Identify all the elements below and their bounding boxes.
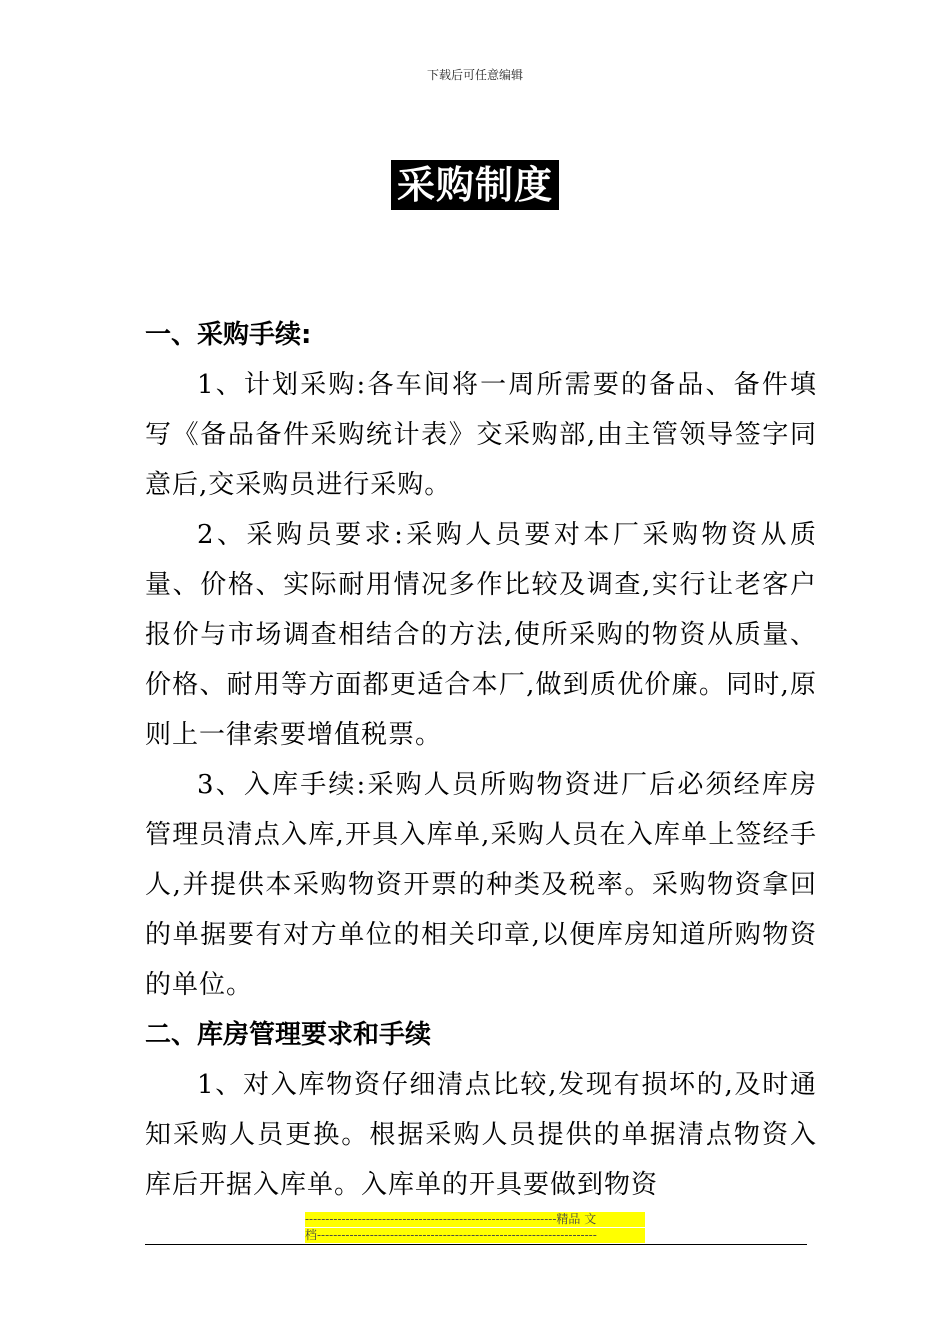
footer-watermark-line-2: 档--------------------------------------------------------------------- bbox=[305, 1228, 645, 1243]
document-body bbox=[145, 310, 817, 1210]
footer-divider bbox=[145, 1244, 807, 1245]
paragraph: 1、计划采购:各车间将一周所需要的备品、备件填写《备品备件采购统计表》交采购部,由主管领导签字同意后,交采购员进行采购。 bbox=[145, 370, 817, 500]
paragraph: 1、对入库物资仔细清点比较,发现有损坏的,及时通知采购人员更换。根据采购人员提供的单据清点物资入库后开据入库单。入库单的开具要做到物资 bbox=[145, 1070, 817, 1200]
title-wrap bbox=[0, 160, 950, 210]
footer-watermark-line-1: --------------------------------------------------------------精品 文 bbox=[305, 1212, 645, 1227]
section-heading: 二、库房管理要求和手续 bbox=[145, 1020, 432, 1050]
document-title: 采购制度 bbox=[391, 160, 559, 210]
paragraph: 2、采购员要求:采购人员要对本厂采购物资从质量、价格、实际耐用情况多作比较及调查,实行让老客户报价与市场调查相结合的方法,使所采购的物资从质量、价格、耐用等方面都更适合本厂,做到质优价廉。同时,原则上一律索要增值税票。 bbox=[145, 520, 817, 750]
section-heading: 一、采购手续: bbox=[145, 320, 312, 350]
paragraph: 3、入库手续:采购人员所购物资进厂后必须经库房管理员清点入库,开具入库单,采购人员在入库单上签经手人,并提供本采购物资开票的种类及税率。采购物资拿回的单据要有对方单位的相关印章,以便库房知道所购物资的单位。 bbox=[145, 770, 817, 1000]
header-note: 下载后可任意编辑 bbox=[426, 68, 523, 82]
